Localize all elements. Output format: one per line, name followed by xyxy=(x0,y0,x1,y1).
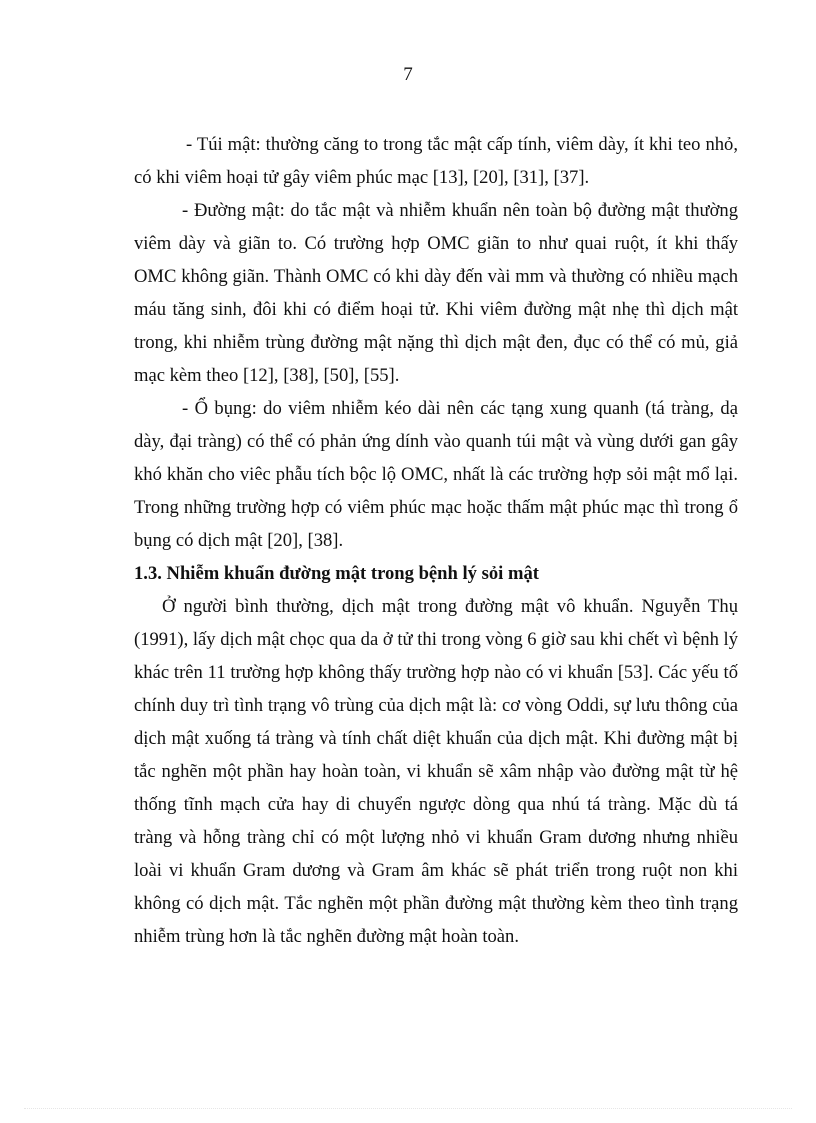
paragraph-gallbladder: - Túi mật: thường căng to trong tắc mật cấp tính, viêm dày, ít khi teo nhỏ, có khi viêm hoại tử gây viêm phúc mạc [13], [20], [31], [37]. xyxy=(134,134,738,188)
paragraph-bile-duct: - Đường mật: do tắc mật và nhiễm khuẩn nên toàn bộ đường mật thường viêm dày và giãn to. Có trường hợp OMC giãn to như quai ruột, ít khi thấy OMC không giãn. Thành OMC có khi dày đến vài mm và thường có nhiều mạch máu tăng sinh, đôi khi có điểm hoại tử. Khi viêm đường mật nhẹ thì dịch mật trong, khi nhiễm trùng đường mật nặng thì dịch mật đen, đục có thể có mủ, giả mạc kèm theo [12], [38], [50], [55]. xyxy=(134,200,738,386)
page-bottom-divider xyxy=(24,1108,792,1109)
paragraph-biliary-infection: Ở người bình thường, dịch mật trong đường mật vô khuẩn. Nguyễn Thụ (1991), lấy dịch mật chọc qua da ở tử thi trong vòng 6 giờ sau khi chết vì bệnh lý khác trên 11 trường hợp không thấy trường hợp nào có vi khuẩn [53]. Các yếu tố chính duy trì tình trạng vô trùng của dịch mật là: cơ vòng Oddi, sự lưu thông của dịch mật xuống tá tràng và tính chất diệt khuẩn của dịch mật. Khi đường mật bị tắc nghẽn một phần hay hoàn toàn, vi khuẩn sẽ xâm nhập vào đường mật từ hệ thống tĩnh mạch cửa hay di chuyển ngược dòng qua nhú tá tràng. Mặc dù tá tràng và hỗng tràng chỉ có một lượng nhỏ vi khuẩn Gram dương nhưng nhiều loài vi khuẩn Gram dương và Gram âm khác sẽ phát triển trong ruột non khi không có dịch mật. Tắc nghẽn một phần đường mật thường kèm theo tình trạng nhiễm trùng hơn là tắc nghẽn đường mật hoàn toàn. xyxy=(134,596,738,947)
section-heading: 1.3. Nhiễm khuẩn đường mật trong bệnh lý sỏi mật xyxy=(134,563,539,584)
paragraph-abdomen: - Ổ bụng: do viêm nhiễm kéo dài nên các tạng xung quanh (tá tràng, dạ dày, đại tràng) có thể có phản ứng dính vào quanh túi mật và vùng dưới gan gây khó khăn cho viêc phẫu tích bộc lộ OMC, nhất là các trường hợp sỏi mật mổ lại. Trong những trường hợp có viêm phúc mạc hoặc thấm mật phúc mạc thì trong ổ bụng có dịch mật [20], [38]. xyxy=(134,398,738,551)
page-number: 7 xyxy=(403,64,413,85)
document-body xyxy=(134,128,738,953)
